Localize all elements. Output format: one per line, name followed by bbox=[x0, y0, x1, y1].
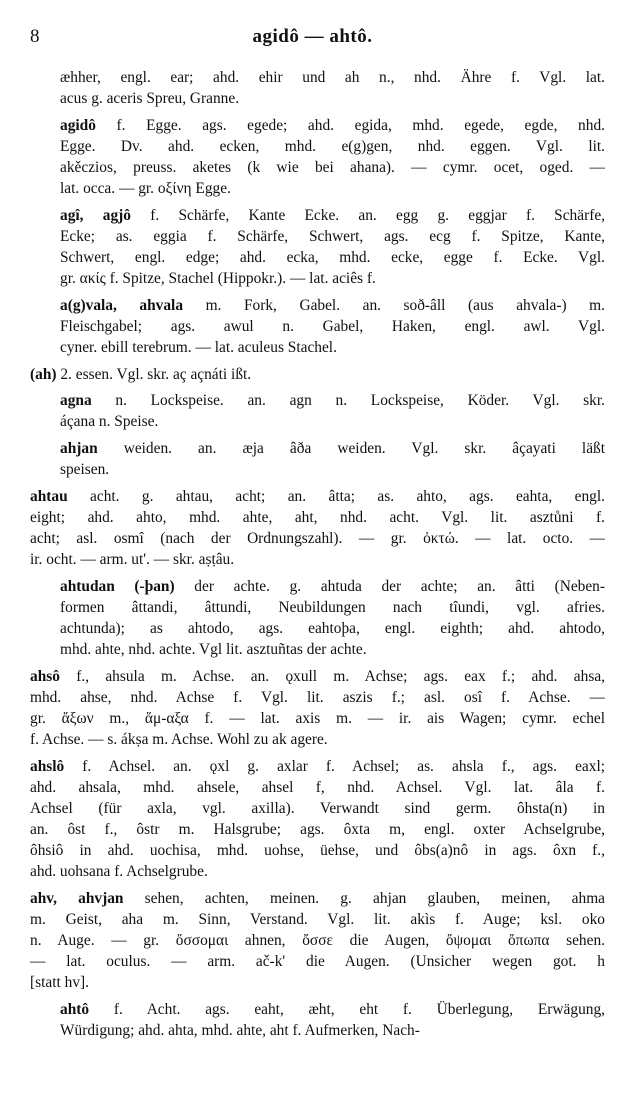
entry-text: acht; asl. osmî (nach der Ordnungszahl). — gr. ὀκτώ. — lat. octo. — bbox=[30, 530, 605, 548]
entry-line bbox=[30, 756, 605, 777]
entry-text: Egge. Dv. ahd. ecken, mhd. e(g)gen, nhd. eggen. Vgl. lit. bbox=[60, 137, 605, 155]
dictionary-entry bbox=[30, 576, 605, 660]
entry-line bbox=[30, 639, 605, 660]
entry-text: weiden. an. æja âða weiden. Vgl. skr. âçayati läßt bbox=[97, 440, 605, 458]
entry-text: [statt hv]. bbox=[30, 974, 89, 992]
entry-text: ahd. uohsana f. Achselgrube. bbox=[30, 863, 208, 881]
entry-line bbox=[30, 549, 605, 570]
entry-line bbox=[30, 798, 605, 819]
entry-text: Achsel (für axla, vgl. axilla). Verwandt sind germ. ôhsta(n) in bbox=[30, 799, 605, 817]
entry-line bbox=[30, 930, 605, 951]
entry-text: f. Schärfe, Kante Ecke. an. egg g. eggjar f. Schärfe, bbox=[130, 206, 605, 224]
entry-line bbox=[30, 67, 605, 88]
entry-text: Fleischgabel; ags. awul n. Gabel, Haken, engl. awl. Vgl. bbox=[60, 317, 605, 335]
entry-line bbox=[30, 205, 605, 226]
entry-text: Würdigung; ahd. ahta, mhd. ahte, aht f. Aufmerken, Nach- bbox=[60, 1022, 420, 1040]
entry-line bbox=[30, 337, 605, 358]
dictionary-entry bbox=[30, 438, 605, 480]
entry-line bbox=[30, 888, 605, 909]
entry-text: n. Lockspeise. an. agn n. Lockspeise, Köder. Vgl. skr. bbox=[91, 392, 605, 410]
entry-text: an. ôst f., ôstr m. Halsgrube; ags. ôxta m, engl. oxter Achselgrube, bbox=[30, 821, 605, 839]
entry-line bbox=[30, 178, 605, 199]
entry-line bbox=[30, 157, 605, 178]
page-number: 8 bbox=[30, 26, 40, 47]
entry-text: f. Achse. — s. ákṣa m. Achse. Wohl zu ak agere. bbox=[30, 731, 328, 749]
entry-line bbox=[30, 909, 605, 930]
entry-line bbox=[30, 247, 605, 268]
entry-text: formen âttandi, âttundi, Neubildungen nach tîundi, vgl. afries. bbox=[60, 598, 605, 616]
entry-text: eight; ahd. ahto, mhd. ahte, aht, nhd. acht. Vgl. lit. asztůni f. bbox=[30, 508, 605, 526]
entry-line bbox=[30, 666, 605, 687]
entry-text: mhd. ahte, nhd. achte. Vgl lit. asztuñtas der achte. bbox=[60, 641, 367, 659]
entry-text: m. Geist, aha m. Sinn, Verstand. Vgl. lit. akìs f. Auge; ksl. oko bbox=[30, 911, 605, 928]
entry-text: — lat. oculus. — arm. ač-k' die Augen. (Unsicher wegen got. h bbox=[30, 953, 605, 971]
entry-line bbox=[30, 687, 605, 708]
headword: ahv, ahvjan bbox=[30, 889, 124, 907]
entry-line bbox=[30, 819, 605, 840]
dictionary-entry bbox=[30, 295, 605, 358]
entry-text: gr. ἄξων m., ἅμ-αξα f. — lat. axis m. — ir. ais Wagen; cymr. echel bbox=[30, 709, 605, 727]
running-title: agidô — ahtô. bbox=[252, 26, 373, 47]
entry-line bbox=[30, 88, 605, 109]
entry-text: lat. occa. — gr. οξίνη Egge. bbox=[60, 180, 231, 198]
entry-line bbox=[30, 390, 605, 411]
entry-text: f. Achsel. an. ǫxl g. axlar f. Achsel; as. ahsla f., ags. eaxl; bbox=[64, 757, 605, 775]
entry-text: gr. ακίς f. Spitze, Stachel (Hippokr.). — lat. aciês f. bbox=[60, 270, 376, 288]
dictionary-entry bbox=[30, 390, 605, 432]
dictionary-entry bbox=[30, 205, 605, 289]
entry-text: ir. ocht. — arm. ut'. — skr. aṣṭâu. bbox=[30, 551, 235, 569]
headword: agî, agjô bbox=[60, 206, 131, 224]
dictionary-entry bbox=[30, 364, 605, 385]
entry-line bbox=[30, 840, 605, 861]
entry-text: f., ahsula m. Achse. an. ǫxull m. Achse; ags. eax f.; ahd. ahsa, bbox=[59, 667, 605, 685]
entry-line bbox=[30, 729, 605, 750]
headword: a(g)vala, ahvala bbox=[60, 296, 184, 314]
headword: ahsô bbox=[30, 667, 60, 685]
entry-line bbox=[30, 597, 605, 618]
dictionary-entry bbox=[30, 999, 605, 1041]
entry-text: Ecke; as. eggia f. Schärfe, Schwert, ags. ecg f. Spitze, Kante, bbox=[60, 227, 605, 245]
entry-text: achtunda); as ahtodo, ags. eahtoþa, engl. eighth; ahd. ahtodo, bbox=[60, 620, 605, 637]
entry-text: 2. essen. Vgl. skr. aç açnáti ißt. bbox=[56, 365, 252, 383]
entry-line bbox=[30, 999, 605, 1020]
entry-line bbox=[30, 459, 605, 480]
headword: ahtudan (-þan) bbox=[60, 577, 175, 595]
entry-line bbox=[30, 226, 605, 247]
headword: agidô bbox=[60, 116, 96, 134]
entry-text: der achte. g. ahtuda der achte; an. âtti (Neben- bbox=[174, 577, 605, 595]
entry-line bbox=[30, 268, 605, 289]
dictionary-entries bbox=[30, 67, 605, 1092]
entry-line bbox=[30, 861, 605, 882]
entry-line bbox=[30, 295, 605, 316]
entry-text: ôhsiô in ahd. uochisa, mhd. uohse, üehse, und ôbs(a)nô in ags. ôxn f., bbox=[30, 842, 605, 860]
entry-text: akěczios, preuss. aketes (k wie bei ahana). — cymr. ocet, oged. — bbox=[60, 158, 605, 176]
entry-text: mhd. ahse, nhd. Achse f. Vgl. lit. aszis f.; asl. osî f. Achse. — bbox=[30, 688, 605, 706]
dictionary-entry bbox=[30, 888, 605, 993]
entry-text: f. Egge. ags. egede; ahd. egida, mhd. egede, egde, nhd. bbox=[95, 116, 605, 134]
dictionary-entry bbox=[30, 666, 605, 750]
entry-text: speisen. bbox=[60, 461, 110, 479]
entry-line bbox=[30, 618, 605, 639]
entry-text: f. Acht. ags. eaht, æht, eht f. Überlegung, Erwägung, bbox=[89, 1000, 605, 1018]
headword: ahjan bbox=[60, 440, 98, 458]
headword: ahslô bbox=[30, 757, 65, 775]
entry-line bbox=[30, 438, 605, 459]
entry-line bbox=[30, 486, 605, 507]
dictionary-entry bbox=[30, 67, 605, 109]
entry-line bbox=[30, 972, 605, 993]
entry-line bbox=[30, 316, 605, 337]
headword: ahtô bbox=[60, 1000, 90, 1018]
entry-line bbox=[30, 951, 605, 972]
dictionary-entry bbox=[30, 115, 605, 199]
entry-line bbox=[30, 777, 605, 798]
entry-text: n. Auge. — gr. ὄσσομαι ahnen, ὄσσε die Augen, ὄψομαι ὄπωπα sehen. bbox=[30, 932, 605, 950]
dictionary-entry bbox=[30, 756, 605, 883]
entry-text: acus g. aceris Spreu, Granne. bbox=[60, 90, 240, 108]
entry-line bbox=[30, 507, 605, 528]
dictionary-entry bbox=[30, 486, 605, 570]
entry-text: æhher, engl. ear; ahd. ehir und ah n., nhd. Ähre f. Vgl. lat. bbox=[60, 69, 605, 86]
entry-line bbox=[30, 528, 605, 549]
entry-text: ahd. ahsala, mhd. ahsele, ahsel f, nhd. Achsel. Vgl. lat. âla f. bbox=[30, 778, 605, 796]
entry-line bbox=[30, 364, 605, 385]
page-header bbox=[30, 26, 595, 50]
entry-text: acht. g. ahtau, acht; an. âtta; as. ahto, ags. eahta, engl. bbox=[67, 487, 605, 505]
entry-line bbox=[30, 1020, 605, 1041]
headword: ahtau bbox=[30, 487, 68, 505]
entry-text: Schwert, engl. edge; ahd. ecka, mhd. ecke, egge f. Ecke. Vgl. bbox=[60, 248, 605, 266]
entry-line bbox=[30, 576, 605, 597]
entry-line bbox=[30, 115, 605, 136]
headword: (ah) bbox=[30, 365, 57, 383]
headword: agna bbox=[60, 392, 92, 410]
entry-text: sehen, achten, meinen. g. ahjan glauben, meinen, ahma bbox=[123, 889, 605, 907]
entry-text: áçana n. Speise. bbox=[60, 413, 159, 431]
entry-line bbox=[30, 708, 605, 729]
entry-line bbox=[30, 136, 605, 157]
entry-line bbox=[30, 411, 605, 432]
entry-text: cyner. ebill terebrum. — lat. aculeus Stachel. bbox=[60, 338, 337, 356]
entry-text: m. Fork, Gabel. an. soð-âll (aus ahvala-) m. bbox=[183, 296, 605, 314]
